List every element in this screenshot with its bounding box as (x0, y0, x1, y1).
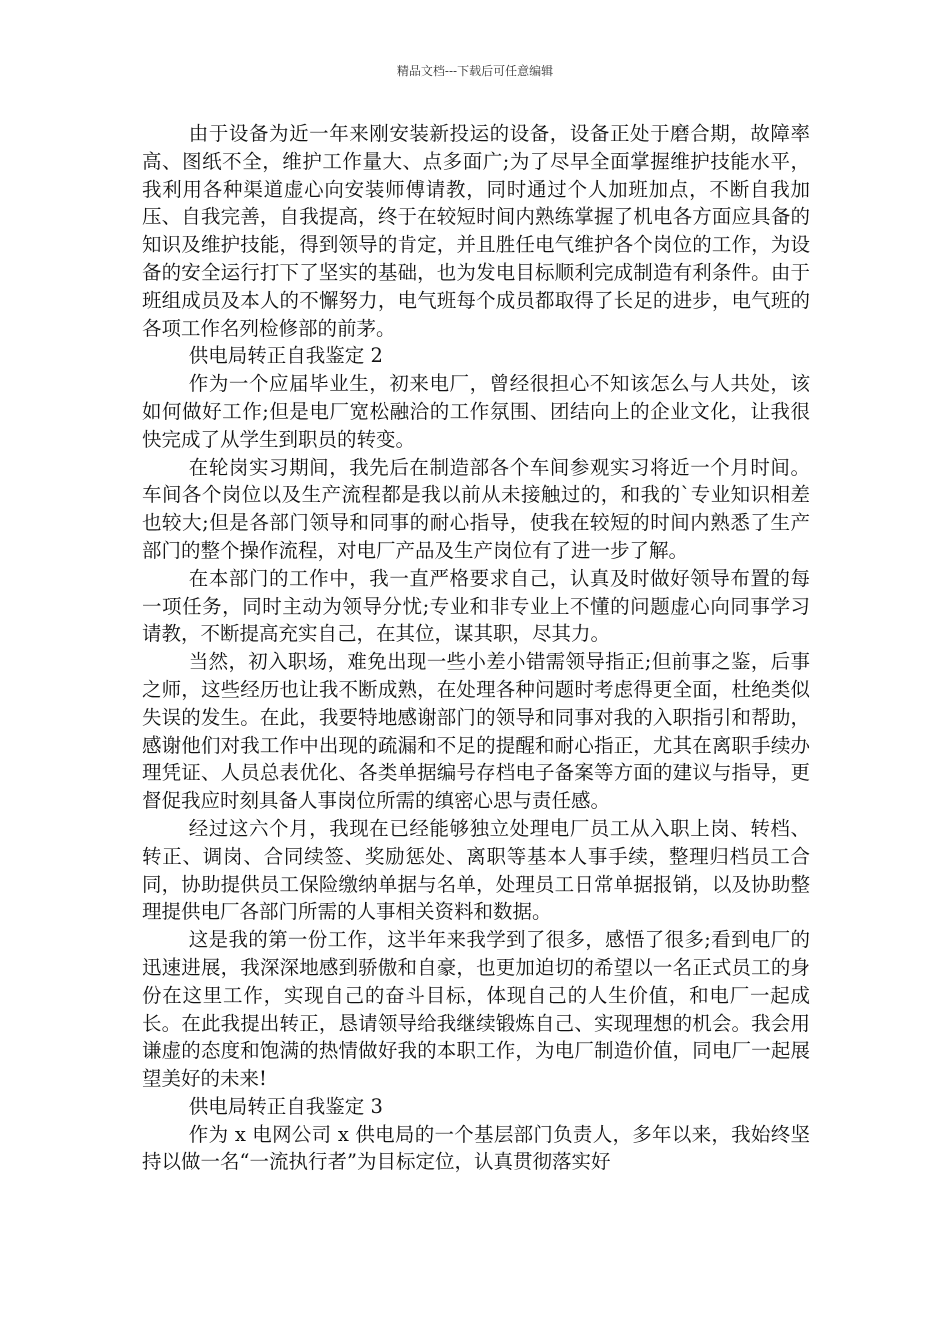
section-heading: 供电局转正自我鉴定 2 (188, 344, 383, 368)
section-heading: 供电局转正自我鉴定 3 (188, 1094, 383, 1118)
paragraph: 这是我的第一份工作，这半年来我学到了很多，感悟了很多;看到电厂的迅速进展，我深深地感到骄傲和自豪，也更加迫切的希望以一名正式员工的身份在这里工作，实现自己的奋斗目标，体现自己的人生价值，和电厂一起成长。在此我提出转正，恳请领导给我继续锻炼自己、实现理想的机会。我会用谦虚的态度和饱满的热情做好我的本职工作，为电厂制造价值，同电厂一起展望美好的未来! (142, 928, 810, 1091)
paragraph: 在轮岗实习期间，我先后在制造部各个车间参观实习将近一个月时间。车间各个岗位以及生产流程都是我以前从未接触过的，和我的`专业知识相差也较大;但是各部门领导和同事的耐心指导，使我在较短的时间内熟悉了生产部门的整个操作流程，对电厂产品及生产岗位有了进一步了解。 (142, 455, 810, 562)
page-header: 精品文档---下载后可任意编辑 (396, 64, 554, 78)
paragraph: 在本部门的工作中，我一直严格要求自己，认真及时做好领导布置的每一项任务，同时主动为领导分忧;专业和非专业上不懂的问题虚心向同事学习请教，不断提高充实自己，在其位，谋其职，尽其力。 (142, 566, 810, 646)
paragraph: 经过这六个月，我现在已经能够独立处理电厂员工从入职上岗、转档、转正、调岗、合同续签、奖励惩处、离职等基本人事手续，整理归档员工合同，协助提供员工保险缴纳单据与名单，处理员工日常单据报销，以及协助整理提供电厂各部门所需的人事相关资料和数据。 (142, 816, 810, 924)
document-body (142, 120, 810, 1176)
paragraph: 作为 x 电网公司 x 供电局的一个基层部门负责人，多年以来，我始终坚持以做一名“一流执行者”为目标定位，认真贯彻落实好 (142, 1122, 810, 1174)
paragraph: 由于设备为近一年来刚安装新投运的设备，设备正处于磨合期，故障率高、图纸不全，维护工作量大、点多面广;为了尽早全面掌握维护技能水平，我利用各种渠道虚心向安装师傅请教，同时通过个人加班加点，不断自我加压、自我完善，自我提高，终于在较短时间内熟练掌握了机电各方面应具备的知识及维护技能，得到领导的肯定，并且胜任电气维护各个岗位的工作，为设备的安全运行打下了坚实的基础，也为发电目标顺利完成制造有利条件。由于班组成员及本人的不懈努力，电气班每个成员都取得了长足的进步，电气班的各项工作名列检修部的前茅。 (142, 122, 810, 340)
paragraph: 当然，初入职场，难免出现一些小差小错需领导指正;但前事之鉴，后事之师，这些经历也让我不断成熟，在处理各种问题时考虑得更全面，杜绝类似失误的发生。在此，我要特地感谢部门的领导和同事对我的入职指引和帮助，感谢他们对我工作中出现的疏漏和不足的提醒和耐心指正，尤其在离职手续办理凭证、人员总表优化、各类单据编号存档电子备案等方面的建议与指导，更督促我应时刻具备人事岗位所需的缜密心思与责任感。 (142, 650, 810, 813)
paragraph: 作为一个应届毕业生，初来电厂，曾经很担心不知该怎么与人共处，该如何做好工作;但是电厂宽松融洽的工作氛围、团结向上的企业文化，让我很快完成了从学生到职员的转变。 (142, 372, 810, 451)
